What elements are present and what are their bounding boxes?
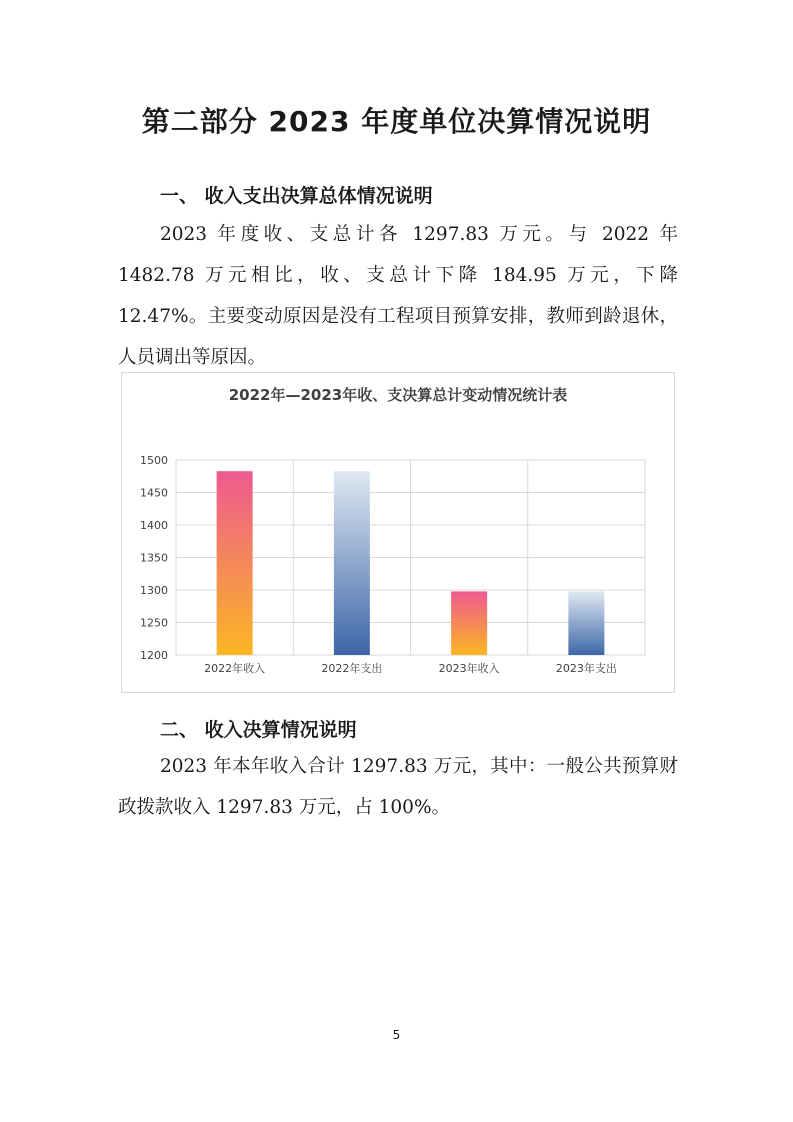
y-tick-label: 1450 — [140, 486, 168, 500]
x-tick-label: 2023年收入 — [438, 662, 500, 675]
y-tick-label: 1400 — [140, 519, 168, 532]
x-tick-label: 2022年支出 — [321, 662, 383, 675]
y-tick-label: 1300 — [140, 584, 168, 597]
y-tick-label: 1200 — [140, 649, 168, 662]
x-tick-label: 2022年收入 — [204, 662, 266, 675]
bar-chart — [122, 373, 674, 692]
bar-3 — [451, 591, 487, 655]
chart-title: 2022年—2023年收、支决算总计变动情况统计表 — [228, 386, 568, 404]
bar-4 — [568, 591, 604, 655]
page-number: 5 — [392, 1028, 401, 1042]
bar-2 — [334, 471, 370, 655]
y-tick-label: 1250 — [140, 616, 168, 630]
overview-paragraph: 2023 年度收、支总计各 1297.83 万元。与 2022 年 1482.78 万元相比，收、支总计下降 184.95 万元，下降 12.47%。主要变动原因是没有工程项目预算安排，教师到龄退休，人员调出等原因。 — [118, 224, 678, 368]
chart-container — [121, 372, 675, 693]
income-paragraph: 2023 年本年收入合计 1297.83 万元，其中：一般公共预算财政拨款收入 1297.83 万元，占 100%。 — [118, 756, 678, 818]
x-tick-label: 2023年支出 — [555, 662, 617, 675]
page-title: 第二部分 2023 年度单位决算情况说明 — [141, 105, 652, 138]
bar-1 — [217, 471, 253, 655]
y-tick-label: 1350 — [140, 551, 168, 565]
section-heading-income: 二、 收入决算情况说明 — [160, 719, 357, 741]
section-heading-overview: 一、 收入支出决算总体情况说明 — [160, 185, 433, 207]
y-tick-label: 1500 — [140, 454, 168, 467]
